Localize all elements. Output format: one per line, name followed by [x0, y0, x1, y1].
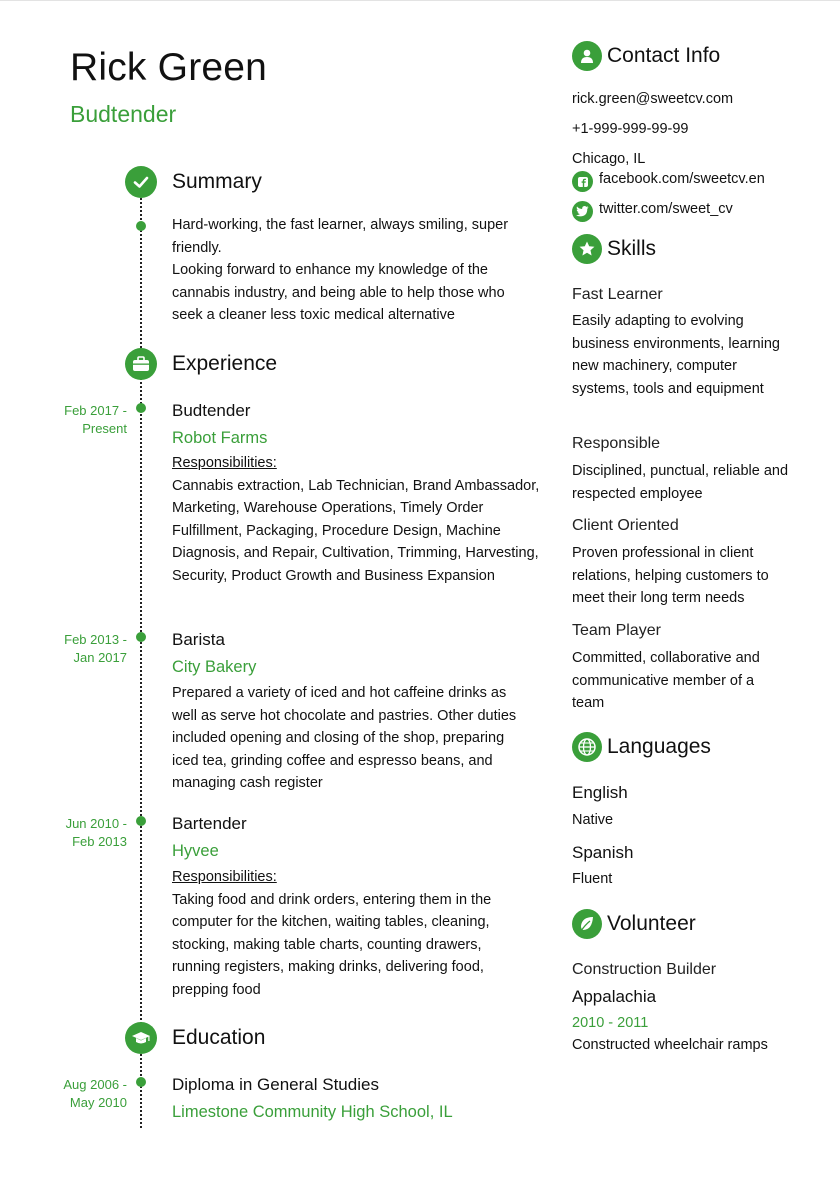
language-name: English — [572, 783, 628, 802]
volunteer-role: Construction Builder — [572, 961, 717, 978]
responsibilities-label: Responsibilities: — [172, 455, 277, 471]
contact-location: Chicago, IL — [572, 151, 646, 167]
skill-description: Proven professional in client relations, helping customers to meet their long term needs — [572, 545, 769, 606]
language-level: Fluent — [572, 871, 613, 887]
briefcase-icon — [125, 348, 157, 380]
star-icon — [572, 234, 602, 264]
job-description — [172, 866, 517, 1001]
job-role: Barista — [172, 630, 225, 649]
skill-description: Easily adapting to evolving business environments, learning new machinery, computer systems, tools and equipment — [572, 313, 780, 397]
candidate-title: Budtender — [70, 101, 177, 127]
contact-heading: Contact Info — [607, 44, 721, 67]
job-description — [172, 682, 534, 795]
job-date-start: Jun 2010 - — [65, 816, 127, 831]
summary-text — [172, 214, 532, 327]
summary-line-1: Hard-working, the fast learner, always smiling, super friendly. — [172, 217, 509, 256]
skills-heading: Skills — [607, 237, 657, 260]
job-description — [172, 452, 544, 587]
leaf-icon — [572, 909, 602, 939]
timeline-line — [140, 198, 142, 1128]
skill-description: Disciplined, punctual, reliable and respected employee — [572, 463, 789, 502]
timeline-dot — [136, 403, 146, 413]
responsibilities-label: Responsibilities: — [172, 869, 277, 885]
job-date-start: Feb 2013 - — [64, 632, 127, 647]
volunteer-description: Constructed wheelchair ramps — [572, 1037, 768, 1053]
timeline-dot — [136, 1077, 146, 1087]
job-date-end: Present — [82, 421, 127, 436]
job-role: Bartender — [172, 814, 247, 833]
contact-email[interactable]: rick.green@sweetcv.com — [572, 91, 734, 107]
twitter-link[interactable]: twitter.com/sweet_cv — [599, 201, 733, 217]
check-icon — [125, 166, 157, 198]
job-company: City Bakery — [172, 658, 257, 676]
job-company: Robot Farms — [172, 429, 268, 447]
experience-heading: Experience — [172, 352, 278, 375]
job-date-end: Feb 2013 — [72, 834, 127, 849]
facebook-link[interactable]: facebook.com/sweetcv.en — [599, 171, 765, 187]
timeline-dot — [136, 221, 146, 231]
education-date-end: May 2010 — [69, 1095, 127, 1110]
contact-phone[interactable]: +1-999-999-99-99 — [572, 121, 689, 137]
twitter-icon — [572, 201, 593, 222]
timeline-dot — [136, 816, 146, 826]
skill-name: Team Player — [572, 622, 661, 639]
job-desc-text: Taking food and drink orders, entering them in the computer for the kitchen, waiting tables, cleaning, stocking, making table charts, counting drawers, running registers, making drinks, delivering food, prepping food — [172, 891, 492, 998]
job-role: Budtender — [172, 401, 251, 420]
volunteer-heading: Volunteer — [607, 912, 696, 935]
education-date-start: Aug 2006 - — [63, 1077, 127, 1092]
facebook-icon — [572, 171, 593, 192]
top-border — [0, 0, 840, 1]
graduation-cap-icon — [125, 1022, 157, 1054]
skill-description: Committed, collaborative and communicative member of a team — [572, 650, 760, 711]
education-school: Limestone Community High School, IL — [172, 1103, 453, 1121]
timeline-dot — [136, 632, 146, 642]
job-date-start: Feb 2017 - — [64, 403, 127, 418]
skill-name: Client Oriented — [572, 517, 679, 534]
skill-name: Fast Learner — [572, 286, 663, 303]
job-desc-text: Prepared a variety of iced and hot caffeine drinks as well as serve hot chocolate and pastries. Other duties included opening and closing of the shop, preparing iced tea, grinding coffee and espresso beans, and managing cash register — [172, 685, 517, 791]
summary-line-2: Looking forward to enhance my knowledge of the cannabis industry, and being able to help those who seek a cleaner less toxic medical alternative — [172, 262, 505, 323]
language-level: Native — [572, 812, 614, 828]
job-desc-text: Cannabis extraction, Lab Technician, Brand Ambassador, Marketing, Warehouse Operations, Timely Order Fulfillment, Packaging, Procedure Design, Machine Diagnosis, and Repair, Cultivation, Trimming, Harvesting, Security, Product Growth and Business Expansion — [172, 477, 540, 584]
volunteer-organization: Appalachia — [572, 987, 657, 1006]
education-heading: Education — [172, 1026, 266, 1049]
user-icon — [572, 41, 602, 71]
education-degree: Diploma in General Studies — [172, 1075, 379, 1094]
language-name: Spanish — [572, 843, 634, 862]
globe-icon — [572, 732, 602, 762]
job-date — [0, 631, 127, 667]
skill-name: Responsible — [572, 435, 661, 452]
job-date-end: Jan 2017 — [73, 650, 127, 665]
job-company: Hyvee — [172, 842, 219, 860]
summary-heading: Summary — [172, 170, 262, 193]
job-date — [0, 815, 127, 851]
volunteer-dates: 2010 - 2011 — [572, 1015, 649, 1031]
job-date — [0, 402, 127, 438]
education-date — [0, 1076, 127, 1112]
candidate-name: Rick Green — [70, 46, 268, 89]
languages-heading: Languages — [607, 735, 711, 758]
